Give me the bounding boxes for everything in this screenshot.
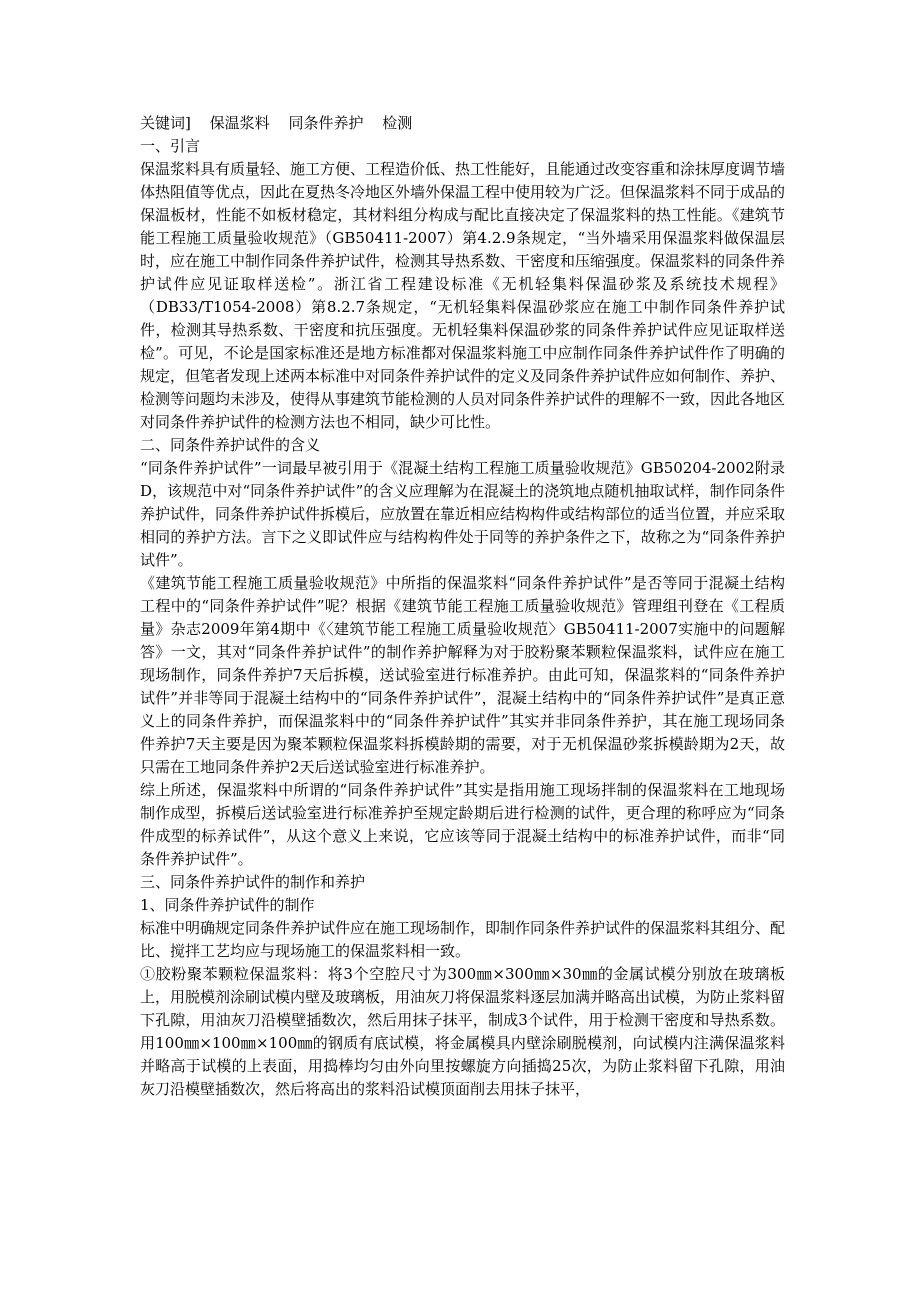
section-heading-making-curing: 三、同条件养护试件的制作和养护 xyxy=(140,873,366,891)
document-page xyxy=(140,112,785,1101)
keyword-item: 同条件养护 xyxy=(288,114,364,132)
keywords-line xyxy=(140,112,785,135)
paragraph-making-1: 标准中明确规定同条件养护试件应在施工现场制作，即制作同条件养护试件的保温浆料其组分、配比、搅拌工艺均应与现场施工的保温浆料相一致。 xyxy=(140,919,786,960)
keyword-item: 检测 xyxy=(382,114,413,132)
paragraph-meaning-1: “同条件养护试件”一词最早被引用于《混凝土结构工程施工质量验收规范》GB50204-2002附录D，该规范中对“同条件养护试件”的含义应理解为在混凝土的浇筑地点随机抽取试样，制作同条件养护试件，同条件养护试件拆模后，应放置在靠近相应结构构件或结构部位的适当位置，并应采取相同的养护方法。言下之义即试件应与结构构件处于同等的养护条件之下，故称之为“同条件养护试件”。 xyxy=(140,459,786,569)
paragraph-making-2: ①胶粉聚苯颗粒保温浆料：将3个空腔尺寸为300㎜×300㎜×30㎜的金属试模分别放在玻璃板上，用脱模剂涂刷试模内壁及玻璃板，用油灰刀将保温浆料逐层加满并略高出试模，为防止浆料留下孔隙，用油灰刀沿模壁插数次，然后用抹子抹平，制成3个试件，用于检测干密度和导热系数。用100㎜×100㎜×100㎜的钢质有底试模，将金属模具内壁涂刷脱模剂，向试模内注满保温浆料并略高于试模的上表面，用捣棒均匀由外向里按螺旋方向插捣25次，为防止浆料留下孔隙，用油灰刀沿模壁插数次，然后将高出的浆料沿试模顶面削去用抹子抹平， xyxy=(140,965,786,1098)
subsection-heading-making: 1、同条件养护试件的制作 xyxy=(140,896,315,914)
keywords-label: 关键词] xyxy=(140,114,191,132)
section-heading-introduction: 一、引言 xyxy=(140,137,201,155)
section-heading-meaning: 二、同条件养护试件的含义 xyxy=(140,436,321,454)
paragraph-meaning-2: 《建筑节能工程施工质量验收规范》中所指的保温浆料“同条件养护试件”是否等同于混凝土结构工程中的“同条件养护试件”呢？根据《建筑节能工程施工质量验收规范》管理组刊登在《工程质量》杂志2009年第4期中《〈建筑节能工程施工质量验收规范〉GB50411-2007实施中的问题解答》一文，其对“同条件养护试件”的制作养护解释为对于胶粉聚苯颗粒保温浆料，试件应在施工现场制作，同条件养护7天后拆模，送试验室进行标准养护。由此可知，保温浆料的“同条件养护试件”并非等同于混凝土结构中的“同条件养护试件”，混凝土结构中的“同条件养护试件”是真正意义上的同条件养护，而保温浆料中的“同条件养护试件”其实并非同条件养护，其在施工现场同条件养护7天主要是因为聚苯颗粒保温浆料拆模龄期的需要，对于无机保温砂浆拆模龄期为2天，故只需在工地同条件养护2天后送试验室进行标准养护。 xyxy=(140,574,785,776)
paragraph-introduction: 保温浆料具有质量轻、施工方便、工程造价低、热工性能好，且能通过改变容重和涂抹厚度调节墙体热阻值等优点，因此在夏热冬冷地区外墙外保温工程中使用较为广泛。但保温浆料不同于成品的保温板材，性能不如板材稳定，其材料组分构成与配比直接决定了保温浆料的热工性能。《建筑节能工程施工质量验收规范》（GB50411-2007）第4.2.9条规定，“当外墙采用保温浆料做保温层时，应在施工中制作同条件养护试件，检测其导热系数、干密度和压缩强度。保温浆料的同条件养护试件应见证取样送检”。浙江省工程建设标准《无机轻集料保温砂浆及系统技术规程》（DB33/T1054-2008）第8.2.7条规定，“无机轻集料保温砂浆应在施工中制作同条件养护试件，检测其导热系数、干密度和抗压强度。无机轻集料保温砂浆的同条件养护试件应见证取样送检”。可见，不论是国家标准还是地方标准都对保温浆料施工中应制作同条件养护试件作了明确的规定，但笔者发现上述两本标准中对同条件养护试件的定义及同条件养护试件应如何制作、养护、检测等问题均未涉及，使得从事建筑节能检测的人员对同条件养护试件的理解不一致，因此各地区对同条件养护试件的检测方法也不相同，缺少可比性。 xyxy=(140,160,786,431)
keyword-item: 保温浆料 xyxy=(209,114,270,132)
paragraph-meaning-3: 综上所述，保温浆料中所谓的“同条件养护试件”其实是指用施工现场拌制的保温浆料在工地现场制作成型，拆模后送试验室进行标准养护至规定龄期后进行检测的试件，更合理的称呼应为“同条件成型的标养试件”，从这个意义上来说，它应该等同于混凝土结构中的标准养护试件，而非“同条件养护试件”。 xyxy=(140,781,785,868)
